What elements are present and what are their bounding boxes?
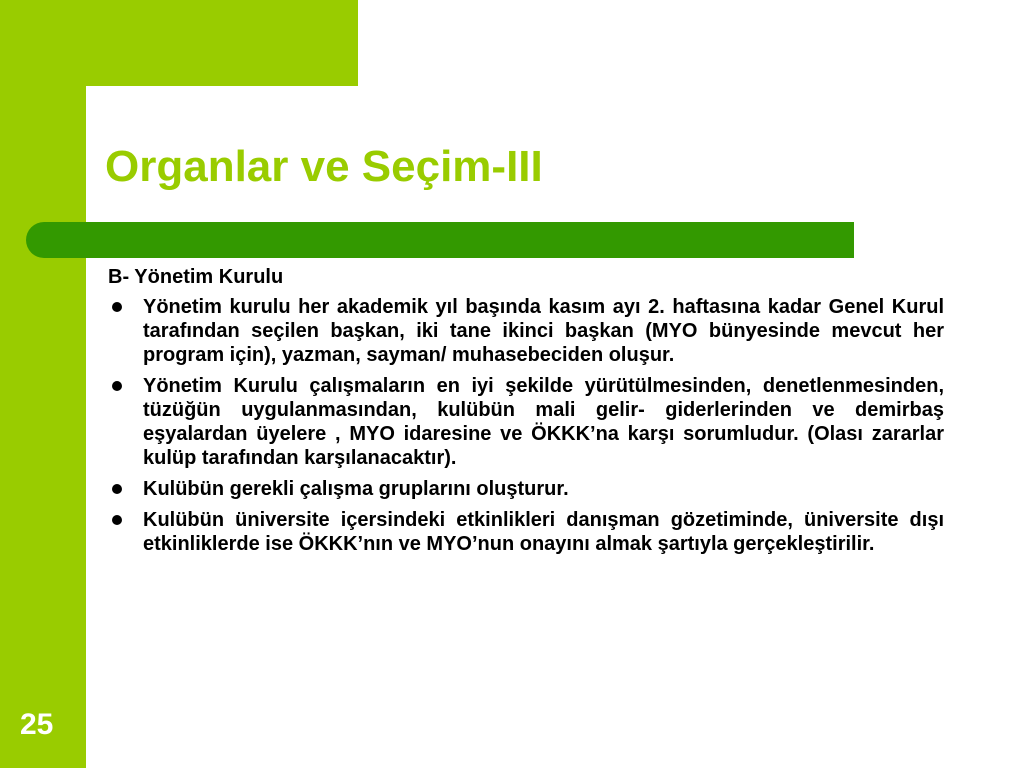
slide-body <box>108 265 944 563</box>
bullet-text: Kulübün gerekli çalışma gruplarını oluşturur. <box>143 478 569 500</box>
bullet-text: Yönetim Kurulu çalışmaların en iyi şekilde yürütülmesinden, denetlenmesinden, tüzüğün uygulanmasından, kulübün mali gelir- giderlerinden ve demirbaş eşyalardan üyelere , MYO idaresine ve ÖKKK’na karşı sorumludur. (Olası zararlar kulüp tarafından karşılanacaktır). <box>143 375 944 469</box>
bullet-item <box>108 295 944 367</box>
section-subheading: B- Yönetim Kurulu <box>108 266 284 288</box>
left-green-band <box>0 0 86 768</box>
content-area-corner <box>86 86 146 146</box>
title-underline-bar <box>26 222 854 258</box>
slide-title: Organlar ve Seçim-III <box>105 142 543 191</box>
bullet-list <box>108 295 944 556</box>
bullet-item <box>108 374 944 470</box>
slide-number: 25 <box>20 708 54 741</box>
bullet-dot-icon <box>112 484 122 494</box>
bullet-dot-icon <box>112 515 122 525</box>
bullet-text: Yönetim kurulu her akademik yıl başında kasım ayı 2. haftasına kadar Genel Kurul tarafından seçilen başkan, iki tane ikinci başkan (MYO bünyesinde mevcut her program için), yazman, sayman/ muhasebeciden oluşur. <box>143 296 944 366</box>
bullet-item <box>108 477 944 501</box>
bullet-text: Kulübün üniversite içersindeki etkinlikleri danışman gözetiminde, üniversite dışı etkinliklerde ise ÖKKK’nın ve MYO’nun onayını almak şartıyla gerçekleştirilir. <box>143 509 944 555</box>
bullet-item <box>108 508 944 556</box>
bullet-dot-icon <box>112 302 122 312</box>
bullet-dot-icon <box>112 381 122 391</box>
top-green-band <box>0 0 358 86</box>
